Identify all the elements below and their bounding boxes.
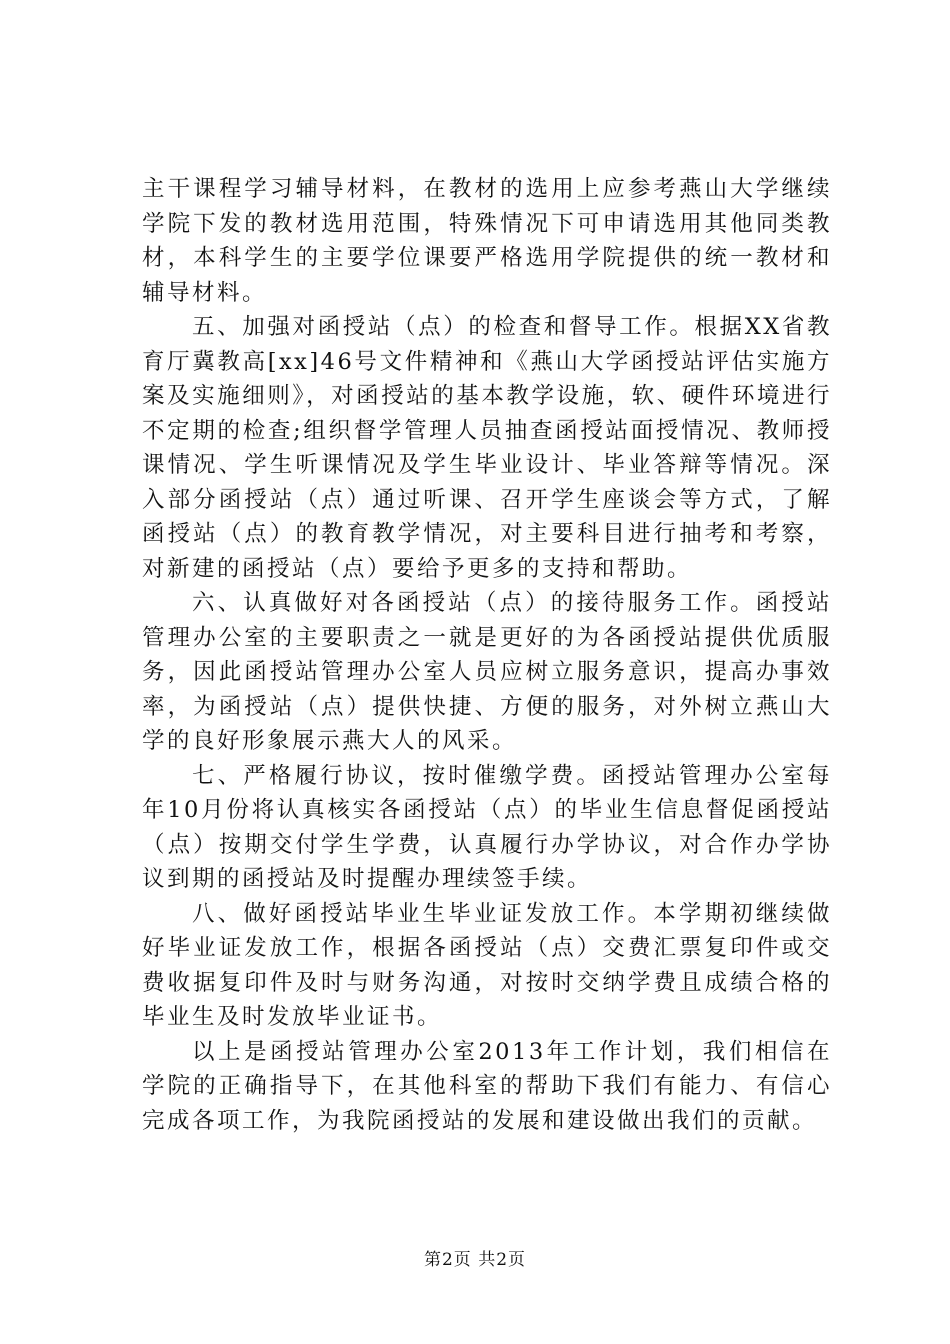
document-body (142, 172, 832, 1138)
paragraph-continuation: 主干课程学习辅导材料，在教材的选用上应参考燕山大学继续学院下发的教材选用范围，特殊情况下可申请选用其他同类教材，本科学生的主要学位课要严格选用学院提供的统一教材和辅导材料。 (142, 176, 832, 306)
paragraph-section-7: 七、严格履行协议，按时催缴学费。函授站管理办公室每年10月份将认真核实各函授站（点）的毕业生信息督促函授站（点）按期交付学生学费，认真履行办学协议，对合作办学协议到期的函授站及时提醒办理续签手续。 (142, 762, 832, 892)
paragraph-section-5: 五、加强对函授站（点）的检查和督导工作。根据XX省教育厅冀教高[xx]46号文件精神和《燕山大学函授站评估实施方案及实施细则》，对函授站的基本教学设施，软、硬件环境进行不定期的检查;组织督学管理人员抽查函授站面授情况、教师授课情况、学生听课情况及学生毕业设计、毕业答辩等情况。深入部分函授站（点）通过听课、召开学生座谈会等方式，了解函授站（点）的教育教学情况，对主要科目进行抽考和考察，对新建的函授站（点）要给予更多的支持和帮助。 (142, 314, 832, 582)
paragraph-section-6: 六、认真做好对各函授站（点）的接待服务工作。函授站管理办公室的主要职责之一就是更好的为各函授站提供优质服务，因此函授站管理办公室人员应树立服务意识，提高办事效率，为函授站（点）提供快捷、方便的服务，对外树立燕山大学的良好形象展示燕大人的风采。 (142, 590, 832, 754)
paragraph-conclusion: 以上是函授站管理办公室2013年工作计划，我们相信在学院的正确指导下，在其他科室的帮助下我们有能力、有信心完成各项工作，为我院函授站的发展和建设做出我们的贡献。 (142, 1038, 832, 1134)
page-number-footer: 第2页 共2页 (423, 1250, 527, 1270)
paragraph-section-8: 八、做好函授站毕业生毕业证发放工作。本学期初继续做好毕业证发放工作，根据各函授站（点）交费汇票复印件或交费收据复印件及时与财务沟通，对按时交纳学费且成绩合格的毕业生及时发放毕业证书。 (142, 900, 832, 1030)
